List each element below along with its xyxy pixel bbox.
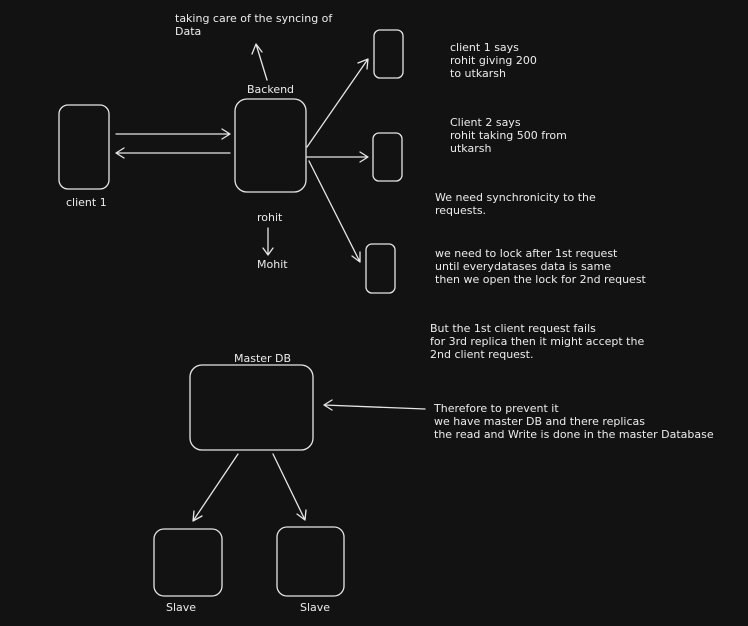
sync-need-note: We need synchronicity to the requests. — [435, 191, 596, 217]
mohit-label: Mohit — [257, 258, 288, 271]
backend-box[interactable] — [235, 99, 306, 192]
client-to-backend-arrow — [116, 129, 230, 139]
note-to-master-arrow — [324, 400, 425, 410]
slave-box-left[interactable] — [154, 529, 222, 596]
master-db-box[interactable] — [190, 365, 313, 450]
backend-label: Backend — [247, 83, 295, 96]
backend-to-replica1-arrow — [307, 59, 368, 147]
slave-right-label: Slave — [300, 601, 331, 614]
syncing-note: taking care of the syncing of Data — [175, 12, 333, 38]
slave-box-right[interactable] — [277, 527, 344, 596]
fail-note: But the 1st client request fails for 3rd replica then it might accept the 2nd client request. — [430, 322, 645, 361]
client-box[interactable] — [59, 105, 109, 189]
backend-to-client-arrow — [116, 148, 230, 158]
replica-box-1[interactable] — [374, 30, 403, 78]
master-db-label: Master DB — [234, 352, 292, 365]
slave-left-label: Slave — [166, 601, 197, 614]
lock-note: we need to lock after 1st request until everydatases data is same then we open the lock for 2nd request — [435, 247, 646, 286]
master-to-slave-left-arrow — [193, 454, 238, 521]
client1-says-note: client 1 says rohit giving 200 to utkarsh — [450, 41, 537, 80]
client1-label: client 1 — [66, 196, 107, 209]
backend-to-sync-arrow — [252, 44, 267, 80]
rohit-to-mohit-arrow — [263, 228, 273, 255]
replica-box-3[interactable] — [366, 244, 395, 293]
master-to-slave-right-arrow — [273, 454, 306, 520]
replica-box-2[interactable] — [373, 133, 402, 181]
rohit-label: rohit — [257, 211, 283, 224]
prevent-note: Therefore to prevent it we have master DB and there replicas the read and Write is done in the master Database — [434, 402, 714, 441]
backend-to-replica2-arrow — [307, 152, 368, 162]
backend-to-replica3-arrow — [309, 161, 360, 262]
client2-says-note: Client 2 says rohit taking 500 from utkarsh — [450, 116, 567, 155]
